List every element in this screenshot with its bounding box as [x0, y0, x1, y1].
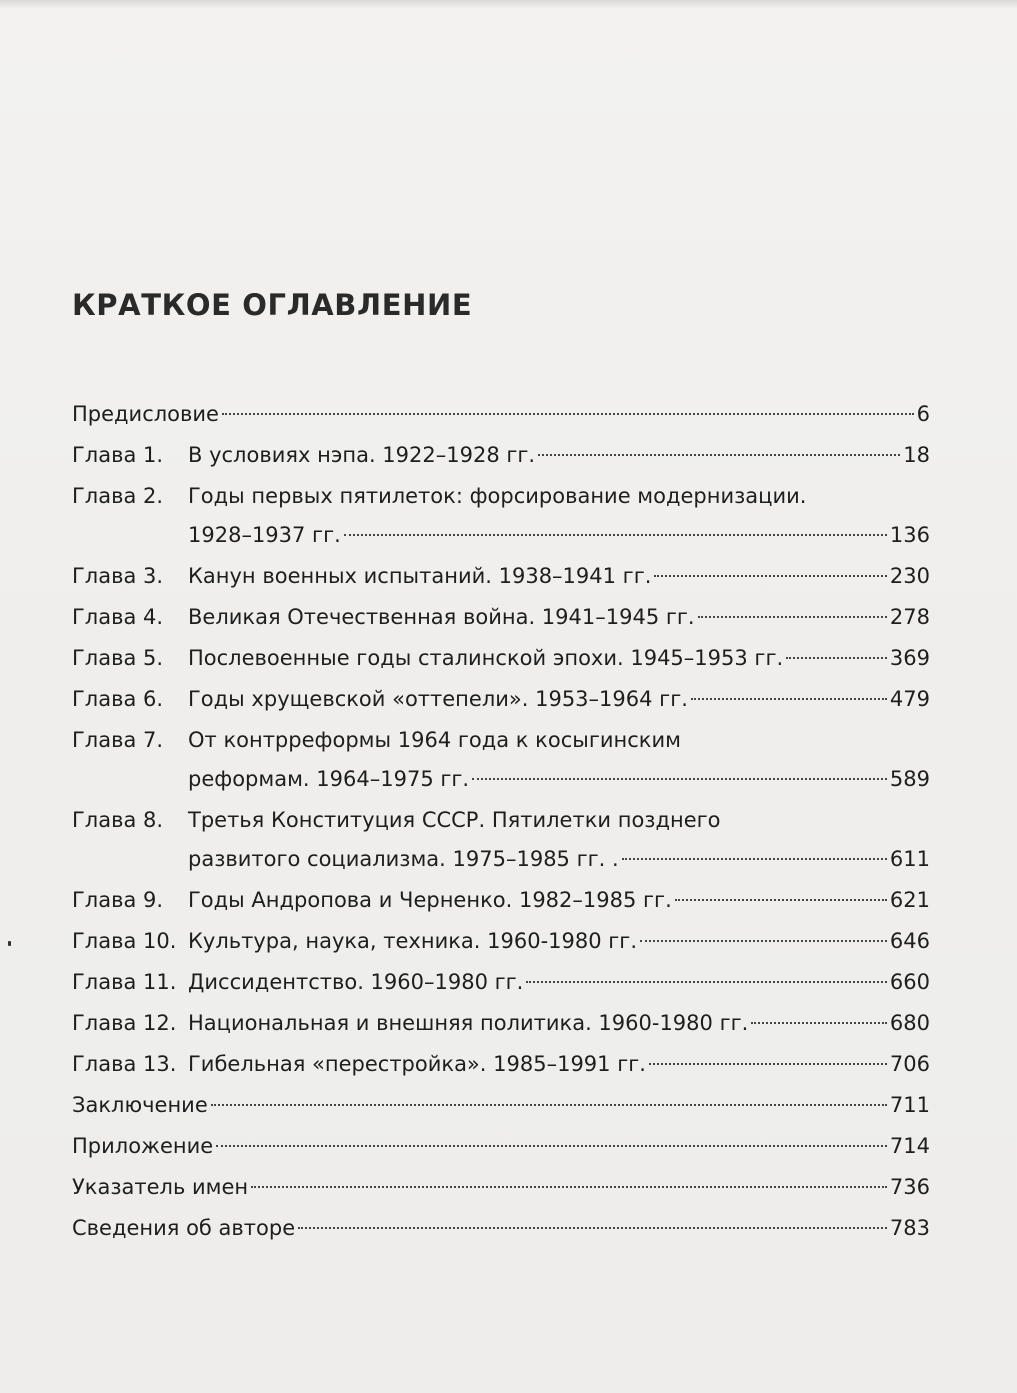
page-number: 230: [889, 564, 930, 588]
leader-dots: [622, 858, 887, 860]
leader-dots: [216, 1145, 887, 1147]
toc-entry: [72, 921, 930, 962]
page-number: 6: [916, 402, 930, 426]
entry-title: Послевоенные годы сталинской эпохи. 1945–1953 гг.: [188, 646, 784, 670]
entry-title: Годы хрущевской «оттепели». 1953–1964 гг.: [188, 687, 688, 711]
toc-entry: [72, 1085, 930, 1126]
page-number: 680: [889, 1011, 930, 1035]
chapter-number: Глава 9.: [72, 888, 164, 912]
entry-title: 1928–1937 гг.: [188, 523, 341, 547]
toc-title: КРАТКОЕ ОГЛАВЛЕНИЕ: [72, 288, 473, 322]
entry-title: реформам. 1964–1975 гг.: [188, 767, 470, 791]
toc-entry: [72, 476, 930, 556]
toc-entry: [72, 1003, 930, 1044]
leader-dots: [211, 1104, 887, 1106]
page-number: 18: [903, 443, 930, 467]
page-number: 136: [889, 523, 930, 547]
leader-dots: [344, 534, 887, 536]
leader-dots: [649, 1063, 887, 1065]
toc-entry: [72, 720, 930, 800]
entry-title: От контрреформы 1964 года к косыгинским: [188, 728, 681, 752]
page-number: 278: [889, 605, 930, 629]
chapter-number: Глава 1.: [72, 443, 164, 467]
chapter-number: Глава 7.: [72, 728, 164, 752]
toc-entry: [72, 679, 930, 720]
entry-title: развитого социализма. 1975–1985 гг. .: [188, 847, 619, 871]
page-number: 711: [889, 1093, 930, 1117]
entry-title: Культура, наука, техника. 1960-1980 гг.: [188, 929, 638, 953]
page-number: 660: [889, 970, 930, 994]
chapter-number: Глава 11.: [72, 970, 177, 994]
leader-dots: [654, 575, 886, 577]
entry-title: Приложение: [72, 1134, 214, 1158]
page-number: 714: [889, 1134, 930, 1158]
entry-title: Указатель имен: [72, 1175, 249, 1199]
leader-dots: [222, 413, 914, 415]
page-number: 706: [889, 1052, 930, 1076]
toc-entry: [72, 597, 930, 638]
page-number: 736: [889, 1175, 930, 1199]
page-number: 611: [889, 847, 930, 871]
entry-title: Заключение: [72, 1093, 208, 1117]
toc-entry: [72, 1167, 930, 1208]
toc-entry: [72, 962, 930, 1003]
chapter-number: Глава 10.: [72, 929, 177, 953]
leader-dots: [472, 778, 887, 780]
entry-title: Годы Андропова и Черненко. 1982–1985 гг.: [188, 888, 672, 912]
leader-dots: [691, 698, 887, 700]
entry-title: Третья Конституция СССР. Пятилетки позднего: [188, 808, 721, 832]
chapter-number: Глава 4.: [72, 605, 164, 629]
entry-title: Годы первых пятилеток: форсирование модернизации.: [188, 484, 807, 508]
chapter-number: Глава 12.: [72, 1011, 177, 1035]
leader-dots: [251, 1186, 887, 1188]
entry-title: Гибельная «перестройка». 1985–1991 гг.: [188, 1052, 646, 1076]
page-number: 621: [889, 888, 930, 912]
entry-title: Канун военных испытаний. 1938–1941 гг.: [188, 564, 652, 588]
entry-title: Диссидентство. 1960–1980 гг.: [188, 970, 524, 994]
toc-entry: [72, 1044, 930, 1085]
toc-entry: [72, 1208, 930, 1249]
leader-dots: [751, 1022, 887, 1024]
chapter-number: Глава 5.: [72, 646, 164, 670]
toc-entry: [72, 394, 930, 435]
leader-dots: [786, 657, 887, 659]
chapter-number: Глава 8.: [72, 808, 164, 832]
chapter-number: Глава 13.: [72, 1052, 177, 1076]
toc-entry: [72, 880, 930, 921]
page-number: 646: [889, 929, 930, 953]
toc-entry: [72, 435, 930, 476]
toc-entry: [72, 1126, 930, 1167]
leader-dots: [698, 616, 887, 618]
toc-entry: [72, 556, 930, 597]
chapter-number: Глава 3.: [72, 564, 164, 588]
ink-speck: [8, 941, 11, 946]
page-number: 369: [889, 646, 930, 670]
leader-dots: [640, 940, 887, 942]
entry-title: Предисловие: [72, 402, 219, 426]
entry-title: В условиях нэпа. 1922–1928 гг.: [188, 443, 536, 467]
leader-dots: [538, 454, 900, 456]
leader-dots: [675, 899, 887, 901]
page-top-edge: [0, 0, 1017, 8]
toc-entry: [72, 638, 930, 679]
page-number: 479: [889, 687, 930, 711]
entry-title: Сведения об авторе: [72, 1216, 296, 1240]
entry-title: Национальная и внешняя политика. 1960-1980 гг.: [188, 1011, 749, 1035]
leader-dots: [298, 1227, 887, 1229]
chapter-number: Глава 2.: [72, 484, 164, 508]
toc-entry: [72, 800, 930, 880]
leader-dots: [526, 981, 887, 983]
page-number: 783: [889, 1216, 930, 1240]
page-number: 589: [889, 767, 930, 791]
table-of-contents: [72, 394, 930, 1249]
chapter-number: Глава 6.: [72, 687, 164, 711]
entry-title: Великая Отечественная война. 1941–1945 гг.: [188, 605, 695, 629]
